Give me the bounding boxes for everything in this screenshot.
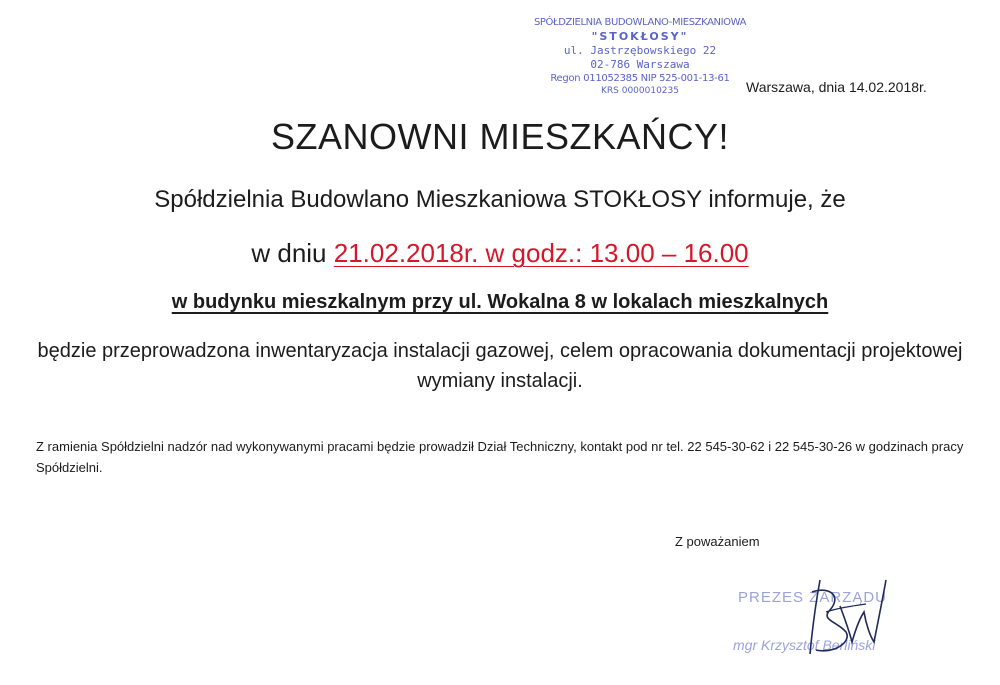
stamp-line-regon-nip: Regon 011052385 NIP 525-001-13-61 <box>550 73 730 84</box>
page-title: SZANOWNI MIESZKAŃCY! <box>270 116 730 157</box>
supervision-note: Z ramienia Spółdzielni nadzór nad wykonywanymi pracami będzie prowadził Dział Techniczny, kontakt pod nr tel. 22 545-30-62 i 22 545-30-26 w godzinach pracy Spółdzielni. <box>36 439 964 475</box>
document-date: Warszawa, dnia 14.02.2018r. <box>746 79 927 95</box>
stamp-line-krs: KRS 0000010235 <box>601 86 679 94</box>
president-stamp-name: mgr Krzysztof Berliński <box>733 637 876 653</box>
stamp-line-name: SPÓŁDZIELNIA BUDOWLANO-MIESZKANIOWA <box>533 17 747 28</box>
stamp-line-short-name: "STOKŁOSY" <box>591 30 689 43</box>
location-text: w budynku mieszkalnym przy ul. Wokalna 8 w lokalach mieszkalnych <box>171 291 829 313</box>
stamp-line-city: 02-786 Warszawa <box>590 58 690 71</box>
date-prefix: w dniu <box>251 238 334 268</box>
date-time-highlight: 21.02.2018r. w godz.: 13.00 – 16.00 <box>333 238 749 268</box>
cooperative-stamp <box>520 16 760 94</box>
closing-regards: Z poważaniem <box>675 534 760 549</box>
announcement-date-line <box>0 238 1000 269</box>
president-stamp-title: PREZES ZARZĄDU <box>738 589 888 606</box>
handwritten-signature <box>790 562 900 672</box>
announcement-location <box>0 291 1000 314</box>
stamp-line-street: ul. Jastrzębowskiego 22 <box>563 44 717 57</box>
announcement-intro: Spółdzielnia Budowlano Mieszkaniowa STOKŁOSY informuje, że <box>154 186 846 213</box>
announcement-body: będzie przeprowadzona inwentaryzacja instalacji gazowej, celem opracowania dokumentacji projektowej wymiany instalacji. <box>37 340 963 392</box>
